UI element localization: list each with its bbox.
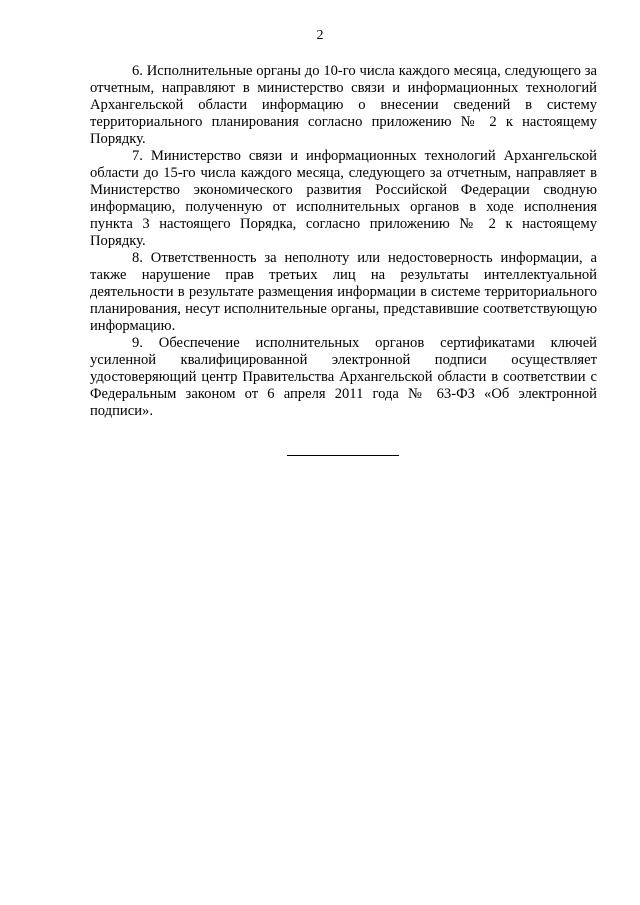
- page-number: 2: [316, 28, 324, 43]
- paragraph-9: 9. Обеспечение исполнительных органов сертификатами ключей усиленной квалифицированной электронной подписи осуществляет удостоверяющий центр Правительства Архангельской области в соответствии с Федеральным законом от 6 апреля 2011 года № 63-ФЗ «Об электронной подписи».: [90, 335, 597, 419]
- document-body: [90, 63, 597, 420]
- paragraph-7: 7. Министерство связи и информационных технологий Архангельской области до 15-го числа каждого месяца, следующего за отчетным, направляет в Министерство экономического развития Российской Федерации сводную информацию, полученную от исполнительных органов в ходе исполнения пункта 3 настоящего Порядка, согласно приложению № 2 к настоящему Порядку.: [90, 148, 597, 249]
- paragraph-8: 8. Ответственность за неполноту или недостоверность информации, а также нарушение прав третьих лиц на результаты интеллектуальной деятельности в результате размещения информации в системе территориального планирования, несут исполнительные органы, представившие соответствующую информацию.: [90, 250, 597, 334]
- end-divider-line: [287, 455, 399, 456]
- paragraph-6: 6. Исполнительные органы до 10-го числа каждого месяца, следующего за отчетным, направляют в министерство связи и информационных технологий Архангельской области информацию о внесении сведений в систему территориального планирования согласно приложению № 2 к настоящему Порядку.: [90, 63, 597, 147]
